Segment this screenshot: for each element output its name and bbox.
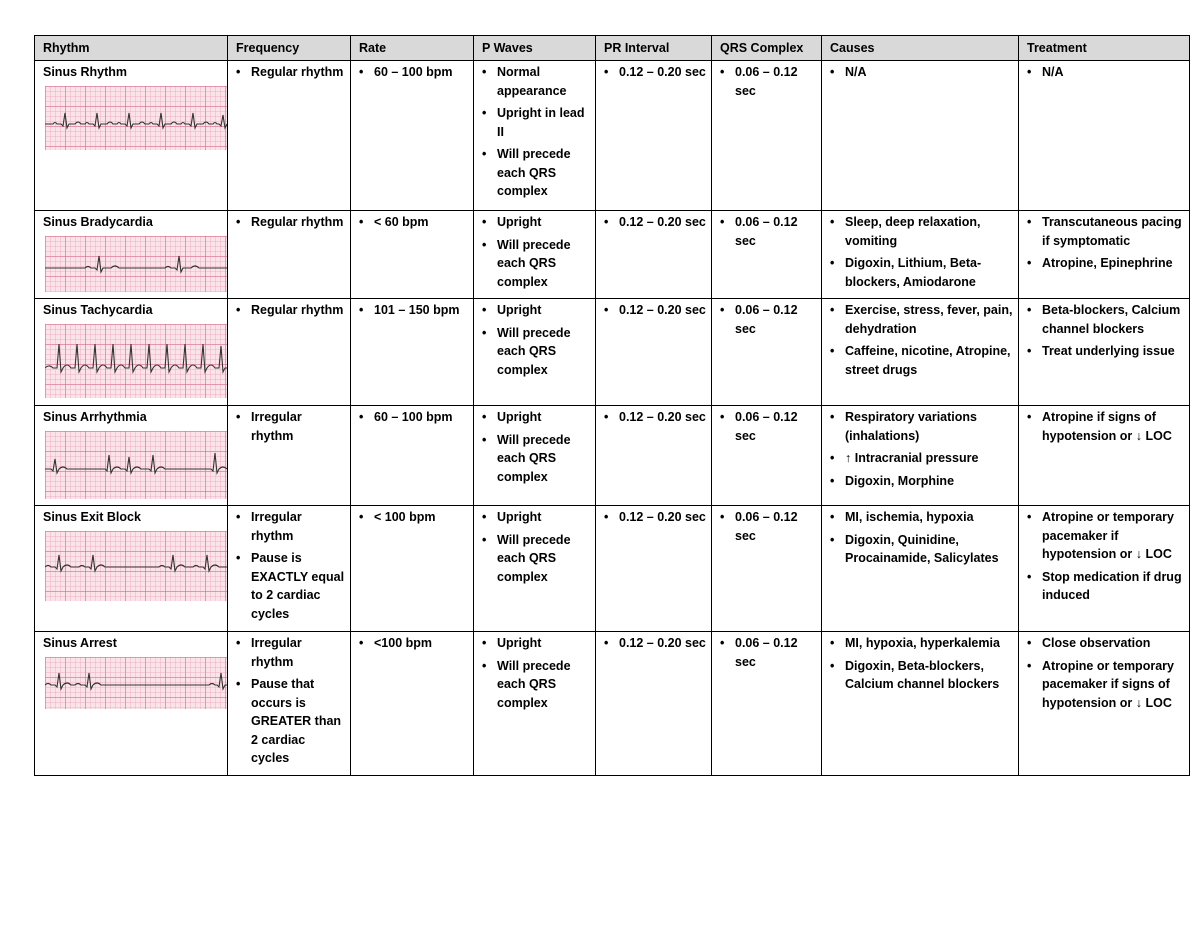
treatment-cell [1019,406,1190,506]
qrs-complex-cell [712,61,822,211]
rhythm-name: Sinus Tachycardia [43,303,153,317]
frequency-cell [228,406,351,506]
rhythm-cell [35,61,228,211]
header-qrs-complex: QRS Complex [712,36,822,61]
rhythm-name: Sinus Rhythm [43,65,128,79]
rhythm-cell [35,506,228,632]
list-item: • 0.12 – 0.20 sec [604,213,706,232]
qrs-complex-cell [712,211,822,299]
qrs-complex-cell [712,632,822,776]
qrs-complex-cell [712,299,822,406]
ecg-strip-icon [45,324,227,398]
table-row [35,299,1190,406]
list-item: • Atropine or temporary pacemaker if signs of hypotension or ↓ LOC [1027,657,1184,713]
p-waves-cell [474,211,596,299]
treatment-cell [1019,299,1190,406]
list-item: • Treat underlying issue [1027,342,1184,361]
list-item: • Regular rhythm [236,213,345,232]
list-item: • Upright [482,408,590,427]
list-item: • Upright [482,301,590,320]
list-item: • Caffeine, nicotine, Atropine, street drugs [830,342,1013,379]
frequency-cell [228,61,351,211]
ecg-strip-icon [45,236,227,292]
treatment-cell [1019,506,1190,632]
list-item: • Will precede each QRS complex [482,531,590,587]
table-row [35,211,1190,299]
list-item: • 0.12 – 0.20 sec [604,508,706,527]
ecg-strip-icon [45,86,227,150]
list-item: • < 60 bpm [359,213,468,232]
list-item: • Will precede each QRS complex [482,657,590,713]
table-row [35,632,1190,776]
list-item: • Atropine if signs of hypotension or ↓ LOC [1027,408,1184,445]
rhythm-name: Sinus Bradycardia [43,215,153,229]
header-row [35,36,1190,61]
treatment-cell [1019,211,1190,299]
list-item: • 0.06 – 0.12 sec [720,63,816,100]
list-item: • 101 – 150 bpm [359,301,468,320]
causes-cell [822,211,1019,299]
qrs-complex-cell [712,406,822,506]
ecg-strip-icon [45,657,227,709]
list-item: • Regular rhythm [236,301,345,320]
causes-cell [822,299,1019,406]
p-waves-cell [474,632,596,776]
qrs-complex-cell [712,506,822,632]
header-rate: Rate [351,36,474,61]
header-frequency: Frequency [228,36,351,61]
header-p-waves: P Waves [474,36,596,61]
list-item: • Pause is EXACTLY equal to 2 cardiac cycles [236,549,345,623]
frequency-cell [228,211,351,299]
table-row [35,506,1190,632]
list-item: • 60 – 100 bpm [359,63,468,82]
list-item: • Upright in lead II [482,104,590,141]
list-item: • Will precede each QRS complex [482,145,590,201]
list-item: • Will precede each QRS complex [482,324,590,380]
list-item: • < 100 bpm [359,508,468,527]
list-item: • Regular rhythm [236,63,345,82]
list-item: • Digoxin, Morphine [830,472,1013,491]
table-row [35,61,1190,211]
frequency-cell [228,299,351,406]
rate-cell [351,211,474,299]
list-item: • 0.06 – 0.12 sec [720,301,816,338]
p-waves-cell [474,61,596,211]
list-item: • Sleep, deep relaxation, vomiting [830,213,1013,250]
list-item: • Exercise, stress, fever, pain, dehydration [830,301,1013,338]
causes-cell [822,61,1019,211]
pr-interval-cell [596,211,712,299]
list-item: • Irregular rhythm [236,508,345,545]
pr-interval-cell [596,299,712,406]
list-item: • Atropine, Epinephrine [1027,254,1184,273]
rhythm-name: Sinus Arrhythmia [43,410,147,424]
list-item: • Respiratory variations (inhalations) [830,408,1013,445]
list-item: • N/A [1027,63,1184,82]
rate-cell [351,506,474,632]
list-item: • Close observation [1027,634,1184,653]
list-item: • Transcutaneous pacing if symptomatic [1027,213,1184,250]
rate-cell [351,632,474,776]
pr-interval-cell [596,506,712,632]
rhythm-cell [35,632,228,776]
treatment-cell [1019,61,1190,211]
dysrhythmia-reference-table [34,35,1190,776]
list-item: • 60 – 100 bpm [359,408,468,427]
list-item: • Upright [482,213,590,232]
causes-cell [822,632,1019,776]
list-item: • 0.06 – 0.12 sec [720,213,816,250]
rhythm-name: Sinus Arrest [43,636,117,650]
list-item: • Will precede each QRS complex [482,431,590,487]
list-item: • MI, hypoxia, hyperkalemia [830,634,1013,653]
rhythm-name: Sinus Exit Block [43,510,141,524]
list-item: • Upright [482,508,590,527]
header-pr-interval: PR Interval [596,36,712,61]
pr-interval-cell [596,406,712,506]
list-item: • N/A [830,63,1013,82]
rhythm-cell [35,406,228,506]
list-item: • 0.12 – 0.20 sec [604,301,706,320]
rate-cell [351,299,474,406]
header-treatment: Treatment [1019,36,1190,61]
rate-cell [351,61,474,211]
p-waves-cell [474,406,596,506]
list-item: • 0.12 – 0.20 sec [604,408,706,427]
frequency-cell [228,506,351,632]
list-item: • Irregular rhythm [236,408,345,445]
list-item: • ↑ Intracranial pressure [830,449,1013,468]
causes-cell [822,406,1019,506]
list-item: • 0.12 – 0.20 sec [604,634,706,653]
list-item: • Digoxin, Lithium, Beta-blockers, Amiodarone [830,254,1013,291]
rhythm-cell [35,299,228,406]
list-item: • 0.06 – 0.12 sec [720,634,816,671]
frequency-cell [228,632,351,776]
list-item: • 0.12 – 0.20 sec [604,63,706,82]
list-item: • Irregular rhythm [236,634,345,671]
rate-cell [351,406,474,506]
list-item: • MI, ischemia, hypoxia [830,508,1013,527]
list-item: • Digoxin, Beta-blockers, Calcium channel blockers [830,657,1013,694]
table-row [35,406,1190,506]
pr-interval-cell [596,61,712,211]
list-item: • Will precede each QRS complex [482,236,590,292]
p-waves-cell [474,506,596,632]
header-rhythm: Rhythm [35,36,228,61]
p-waves-cell [474,299,596,406]
list-item: • Beta-blockers, Calcium channel blockers [1027,301,1184,338]
list-item: • Upright [482,634,590,653]
list-item: • Stop medication if drug induced [1027,568,1184,605]
list-item: • Pause that occurs is GREATER than 2 cardiac cycles [236,675,345,768]
pr-interval-cell [596,632,712,776]
treatment-cell [1019,632,1190,776]
list-item: • Atropine or temporary pacemaker if hypotension or ↓ LOC [1027,508,1184,564]
list-item: • 0.06 – 0.12 sec [720,508,816,545]
causes-cell [822,506,1019,632]
header-causes: Causes [822,36,1019,61]
list-item: • Digoxin, Quinidine, Procainamide, Salicylates [830,531,1013,568]
list-item: • Normal appearance [482,63,590,100]
ecg-strip-icon [45,431,227,499]
list-item: • 0.06 – 0.12 sec [720,408,816,445]
rhythm-cell [35,211,228,299]
list-item: • <100 bpm [359,634,468,653]
ecg-strip-icon [45,531,227,601]
